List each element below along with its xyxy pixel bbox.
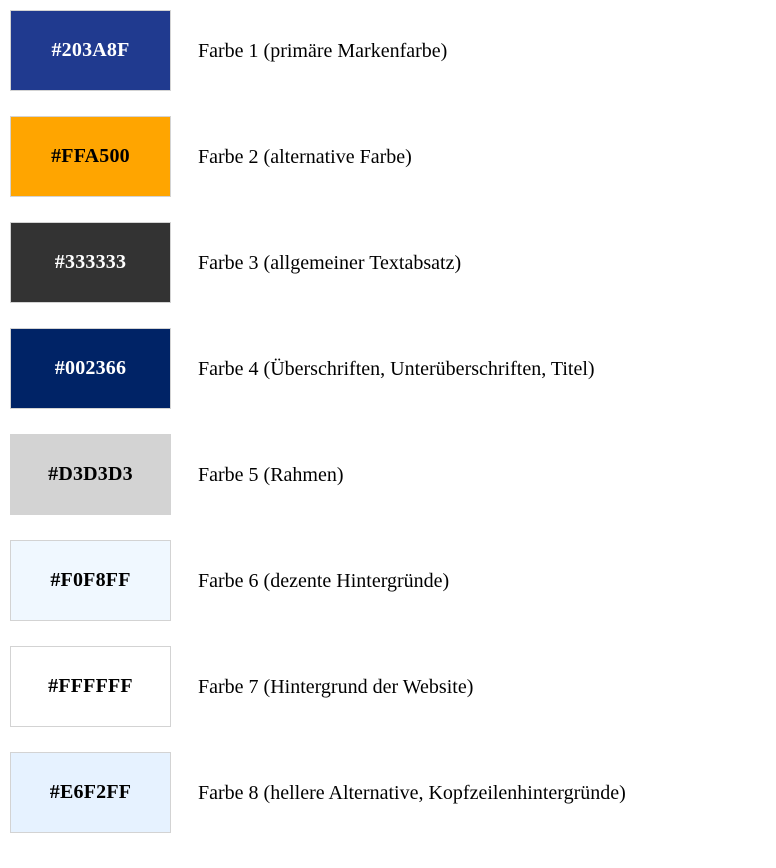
- color-description: Farbe 1 (primäre Markenfarbe): [198, 39, 448, 62]
- color-description: Farbe 7 (Hintergrund der Website): [198, 675, 474, 698]
- hex-code-label: #002366: [54, 357, 127, 379]
- color-swatch-4: [10, 328, 171, 409]
- palette-row-1: [10, 10, 776, 91]
- color-swatch-3: [10, 222, 171, 303]
- color-swatch-8: [10, 752, 171, 833]
- hex-code-label: #D3D3D3: [48, 463, 133, 485]
- color-swatch-5: [10, 434, 171, 515]
- palette-row-7: [10, 646, 776, 727]
- hex-code-label: #FFFFFF: [48, 675, 133, 697]
- color-swatch-2: [10, 116, 171, 197]
- palette-row-6: [10, 540, 776, 621]
- hex-code-label: #FFA500: [51, 145, 130, 167]
- hex-code-label: #203A8F: [51, 39, 130, 61]
- color-swatch-7: [10, 646, 171, 727]
- palette-row-4: [10, 328, 776, 409]
- color-swatch-1: [10, 10, 171, 91]
- color-description: Farbe 4 (Überschriften, Unterüberschriften, Titel): [198, 357, 595, 380]
- palette-row-5: [10, 434, 776, 515]
- hex-code-label: #F0F8FF: [50, 569, 131, 591]
- color-description: Farbe 8 (hellere Alternative, Kopfzeilenhintergründe): [198, 781, 626, 804]
- color-description: Farbe 3 (allgemeiner Textabsatz): [198, 251, 462, 274]
- hex-code-label: #333333: [54, 251, 127, 273]
- color-description: Farbe 5 (Rahmen): [198, 463, 344, 486]
- color-description: Farbe 6 (dezente Hintergründe): [198, 569, 450, 592]
- color-description: Farbe 2 (alternative Farbe): [198, 145, 412, 168]
- palette-row-2: [10, 116, 776, 197]
- hex-code-label: #E6F2FF: [49, 781, 132, 803]
- color-swatch-6: [10, 540, 171, 621]
- palette-row-8: [10, 752, 776, 833]
- palette-row-3: [10, 222, 776, 303]
